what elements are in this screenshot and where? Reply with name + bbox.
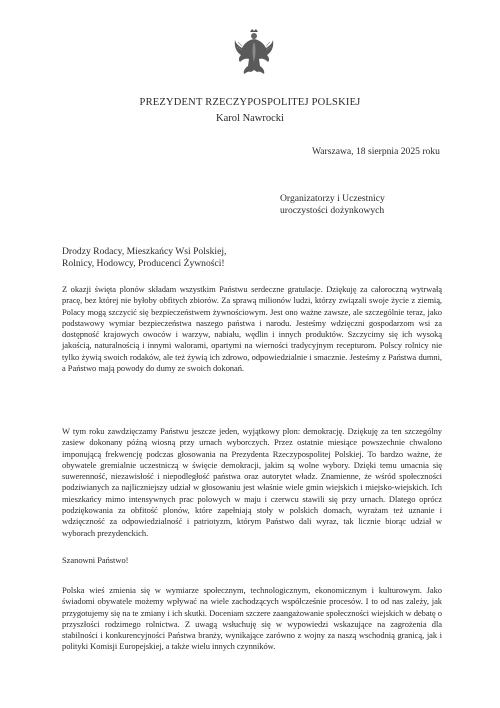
- recipient-line: uroczystości dożynkowych: [280, 205, 385, 216]
- body-paragraph: W tym roku zawdzięczamy Państwu jeszcze jeden, wyjątkowy plon: demokrację. Dziękuję za ten szczególny zasiew dokonany późną wiosną przy urnach wyborczych. Przez ostatnie miesiące powszechnie chwalono imponującą frekwencję podczas głosowania na Prezydenta Rzeczypospolitej Polskiej. To bardzo ważne, że obywatele gremialnie uczestniczą w święcie demokracji, jakim są wolne wybory. Dzięki temu umacnia się suwerenność, niezawisłość i niepodległość państwa oraz autorytet władz. Znamienne, że wśród społeczności podziwianych za najliczniejszy udział w głosowaniu jest właśnie wiele gmin wiejskich i miejsko-wiejskich. Ich mieszkańcy mimo intensywnych prac polowych w maju i czerwcu stawili się przy urnach. Dlatego oprócz podziękowania za obfitość plonów, które zapełniają stoły w polskich domach, wyrażam też uznanie i wdzięczność za odpowiedzialność i patriotyzm, którym Państwo dali wyraz, tak licznie biorąc udział w wyborach prezydenckich.: [62, 426, 442, 538]
- body-paragraph: Z okazji święta plonów składam wszystkim Państwu serdeczne gratulacje. Dziękuję za całoroczną wytrwałą pracę, bez której nie byłoby obfitych zbiorów. Za sprawą milionów ludzi, którzy związali swoje życie z ziemią, Polacy mogą szczycić się bezpieczeństwem żywnościowym. Jest ono ważne zawsze, ale szczególnie teraz, jako podstawowy wymiar bezpieczeństwa naszego państwa i narodu. Jesteśmy wdzięczni gospodarzom wsi za dostępność krajowych owoców i warzyw, nabiału, wędlin i innych produktów. Szczycimy się ich wysoką jakością, naturalnością i innymi walorami, opartymi na wierności tradycyjnym recepturom. Polscy rolnicy nie tylko żywią swoich rodaków, ale też żywią ich zdrowo, odpowiedzialnie i smacznie. Jesteśmy z Państwa dumni, a Państwo mają powody do dumy ze swoich dokonań.: [62, 284, 442, 374]
- salutation-line: Drodzy Rodacy, Mieszkańcy Wsi Polskiej,: [62, 246, 227, 257]
- body-paragraph: Polska wieś zmienia się w wymiarze społecznym, technologicznym, ekonomicznym i kulturowym. Jako świadomi obywatele możemy wpływać na wiele zachodzących współcześnie procesów. I to od nas zależy, jak przygotujemy się na te zmiany i ich skutki. Doceniam szczere zaangażowanie społeczności wiejskich w debatę o przyszłości rodzimego rolnictwa. Z uwagą wsłuchuję się w wypowiedzi wskazujące na zagrożenia dla stabilności i konkurencyjności Państwa branży, wynikające zarówno z wojny za naszą wschodnią granicą, jak i polityki Komisji Europejskiej, a także wielu innych czynników.: [62, 585, 442, 652]
- salutation-line: Rolnicy, Hodowcy, Producenci Żywności!: [62, 258, 225, 269]
- president-name: Karol Nawrocki: [216, 113, 284, 124]
- section-greeting: Szanowni Państwo!: [62, 555, 129, 565]
- letter-date: Warszawa, 18 sierpnia 2025 roku: [312, 146, 440, 157]
- president-title: PREZYDENT RZECZYPOSPOLITEJ POLSKIEJ: [139, 97, 361, 108]
- recipient-line: Organizatorzy i Uczestnicy: [280, 193, 385, 204]
- salutation: [62, 246, 226, 270]
- recipient-block: [280, 193, 385, 217]
- white-eagle-emblem-icon: [234, 28, 274, 78]
